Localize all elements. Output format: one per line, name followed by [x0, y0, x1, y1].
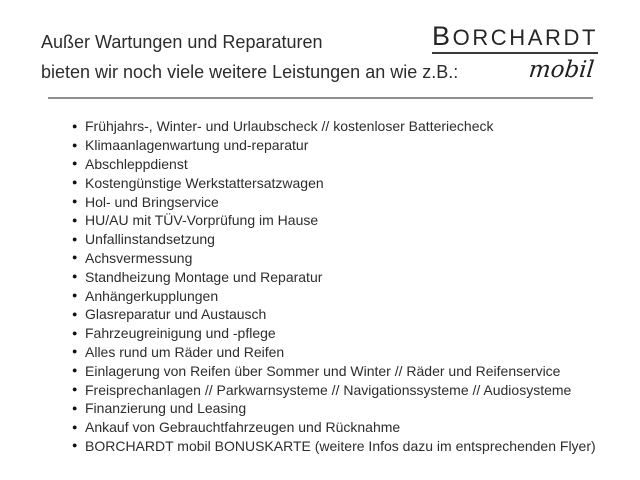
- bullet-icon: ●: [72, 139, 78, 150]
- bullet-icon: ●: [72, 308, 78, 319]
- bullet-icon: ●: [72, 120, 78, 131]
- list-item-label: Abschleppdienst: [85, 155, 188, 172]
- list-item-label: Kostengünstige Werkstattersatzwagen: [85, 174, 324, 191]
- list-item: [72, 343, 596, 362]
- list-item-label: Einlagerung von Reifen über Sommer und Winter // Räder und Reifenservice: [85, 362, 561, 379]
- list-item: [72, 267, 596, 286]
- list-item-label: Standheizung Montage und Reparatur: [85, 268, 323, 285]
- list-item-label: Anhängerkupplungen: [85, 287, 219, 304]
- bullet-icon: ●: [72, 271, 78, 282]
- list-item: [72, 155, 596, 174]
- page-title: [41, 27, 458, 87]
- list-item: [72, 437, 596, 456]
- list-item: [72, 230, 596, 249]
- list-item: [72, 192, 596, 211]
- bullet-icon: ●: [72, 252, 78, 263]
- list-item-label: Freisprechanlagen // Parkwarnsysteme // Navigationssysteme // Audiosysteme: [85, 381, 572, 398]
- list-item: [72, 399, 596, 418]
- list-item: [72, 305, 596, 324]
- list-item: [72, 173, 596, 192]
- bullet-icon: ●: [72, 233, 78, 244]
- list-item-label: BORCHARDT mobil BONUSKARTE (weitere Infos dazu im entsprechenden Flyer): [85, 437, 596, 454]
- list-item-label: Achsvermessung: [85, 249, 193, 266]
- list-item-label: Fahrzeugreinigung und -pflege: [85, 325, 276, 342]
- header-line-1: Außer Wartungen und Reparaturen: [41, 32, 323, 52]
- bullet-icon: ●: [72, 440, 78, 451]
- list-item: [72, 117, 596, 136]
- bullet-icon: ●: [72, 214, 78, 225]
- bullet-icon: ●: [72, 365, 78, 376]
- list-item-label: Unfallinstandsetzung: [85, 231, 215, 248]
- list-item-label: HU/AU mit TÜV-Vorprüfung im Hause: [85, 212, 319, 229]
- list-item-label: Frühjahrs-, Winter- und Urlaubscheck // kostenloser Batteriecheck: [85, 118, 494, 135]
- logo-script: mobil: [527, 57, 596, 83]
- bullet-icon: ●: [72, 421, 78, 432]
- bullet-icon: ●: [72, 196, 78, 207]
- list-item: [72, 380, 596, 399]
- bullet-icon: ●: [72, 158, 78, 169]
- list-item-label: Alles rund um Räder und Reifen: [85, 343, 285, 360]
- list-item: [72, 361, 596, 380]
- list-item-label: Klimaanlagenwartung und-reparatur: [85, 137, 309, 154]
- list-item-label: Finanzierung und Leasing: [85, 400, 247, 417]
- list-item-label: Ankauf von Gebrauchtfahrzeugen und Rücknahme: [85, 419, 401, 436]
- list-item: [72, 136, 596, 155]
- list-item: [72, 418, 596, 437]
- list-item-label: Hol- und Bringservice: [85, 193, 219, 210]
- header-line-2: bieten wir noch viele weitere Leistungen an wie z.B.:: [41, 62, 459, 82]
- list-item: [72, 324, 596, 343]
- bullet-icon: ●: [72, 346, 78, 357]
- list-item-label: Glasreparatur und Austausch: [85, 306, 267, 323]
- list-item: [72, 211, 596, 230]
- bullet-icon: ●: [72, 384, 78, 395]
- bullet-icon: ●: [72, 327, 78, 338]
- separator-line: [48, 97, 593, 99]
- bullet-icon: ●: [72, 402, 78, 413]
- list-item: [72, 286, 596, 305]
- bullet-icon: ●: [72, 177, 78, 188]
- list-item: [72, 249, 596, 268]
- bullet-icon: ●: [72, 290, 78, 301]
- services-list: [72, 117, 596, 455]
- logo-wordmark: BORCHARDT: [432, 21, 599, 51]
- borchardt-logo: [432, 22, 598, 86]
